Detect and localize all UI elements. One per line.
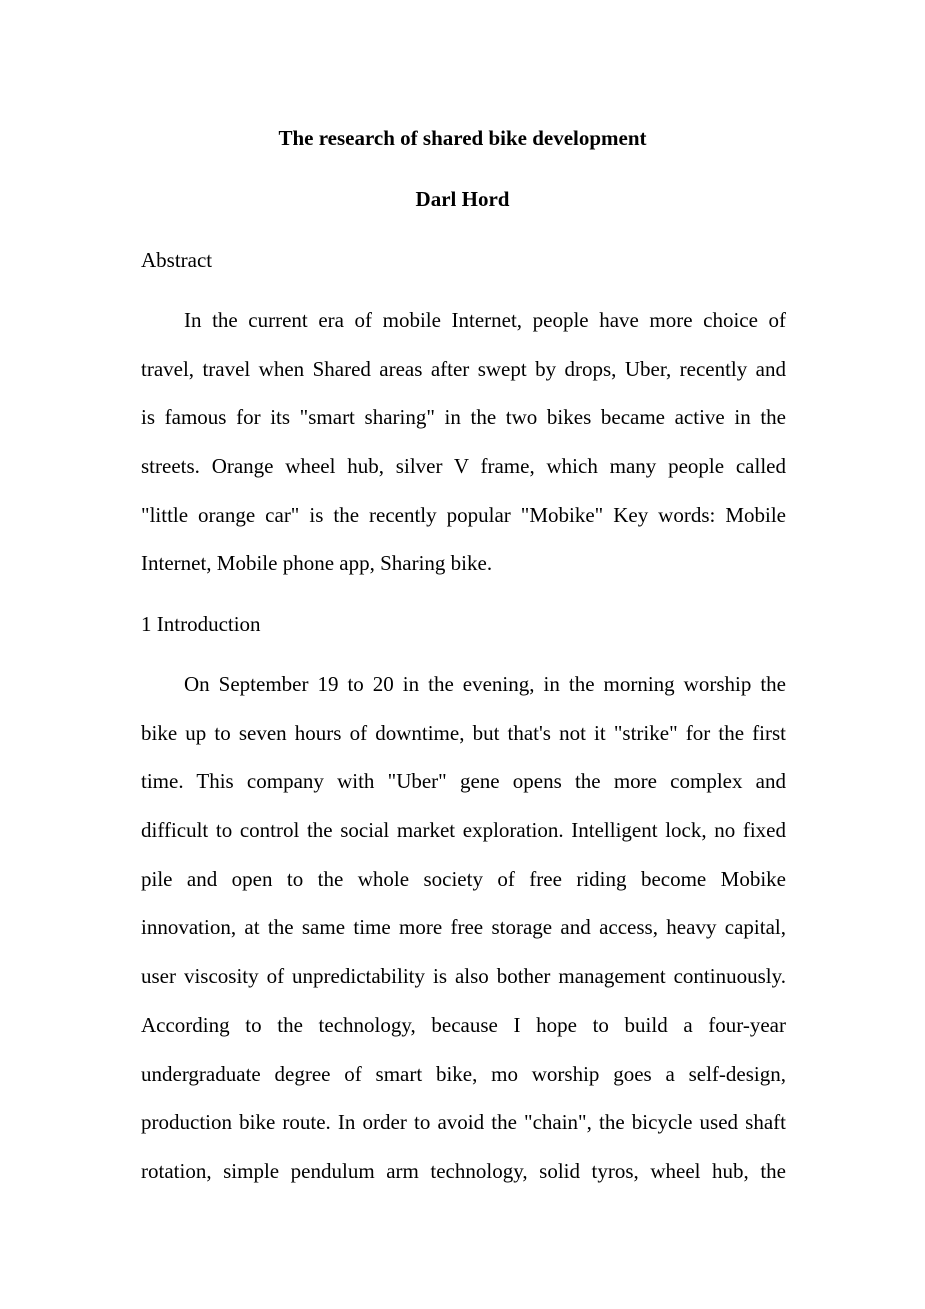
introduction-paragraph — [141, 660, 786, 1196]
intro-line: user viscosity of unpredictability is also bother management continuously. — [141, 964, 786, 989]
paper-title: The research of shared bike development — [278, 126, 647, 150]
abstract-line: travel, travel when Shared areas after swept by drops, Uber, recently and — [141, 356, 786, 381]
intro-line: On September 19 to 20 in the evening, in the morning worship the — [184, 672, 786, 696]
intro-line: production bike route. In order to avoid the "chain", the bicycle used shaft — [141, 1110, 786, 1135]
abstract-line: streets. Orange wheel hub, silver V frame, which many people called — [141, 454, 786, 479]
abstract-line: is famous for its "smart sharing" in the two bikes became active in the — [141, 405, 786, 430]
abstract-line: "little orange car" is the recently popular "Mobike" Key words: Mobile — [141, 502, 786, 527]
intro-line: time. This company with "Uber" gene opens the more complex and — [141, 769, 786, 794]
intro-line: undergraduate degree of smart bike, mo worship goes a self-design, — [141, 1061, 786, 1086]
abstract-heading: Abstract — [141, 248, 213, 272]
intro-line: rotation, simple pendulum arm technology, solid tyros, wheel hub, the — [141, 1158, 786, 1183]
intro-line: According to the technology, because I hope to build a four-year — [141, 1012, 786, 1037]
intro-line: pile and open to the whole society of free riding become Mobike — [141, 866, 786, 891]
intro-line: bike up to seven hours of downtime, but that's not it "strike" for the first — [141, 720, 786, 745]
paper-author: Darl Hord — [415, 187, 510, 211]
abstract-paragraph — [141, 296, 786, 588]
intro-line: difficult to control the social market exploration. Intelligent lock, no fixed — [141, 818, 786, 843]
intro-line: innovation, at the same time more free storage and access, heavy capital, — [141, 915, 786, 940]
abstract-line: Internet, Mobile phone app, Sharing bike. — [141, 551, 493, 576]
introduction-heading: 1 Introduction — [141, 612, 261, 636]
abstract-line: In the current era of mobile Internet, people have more choice of — [184, 308, 786, 332]
